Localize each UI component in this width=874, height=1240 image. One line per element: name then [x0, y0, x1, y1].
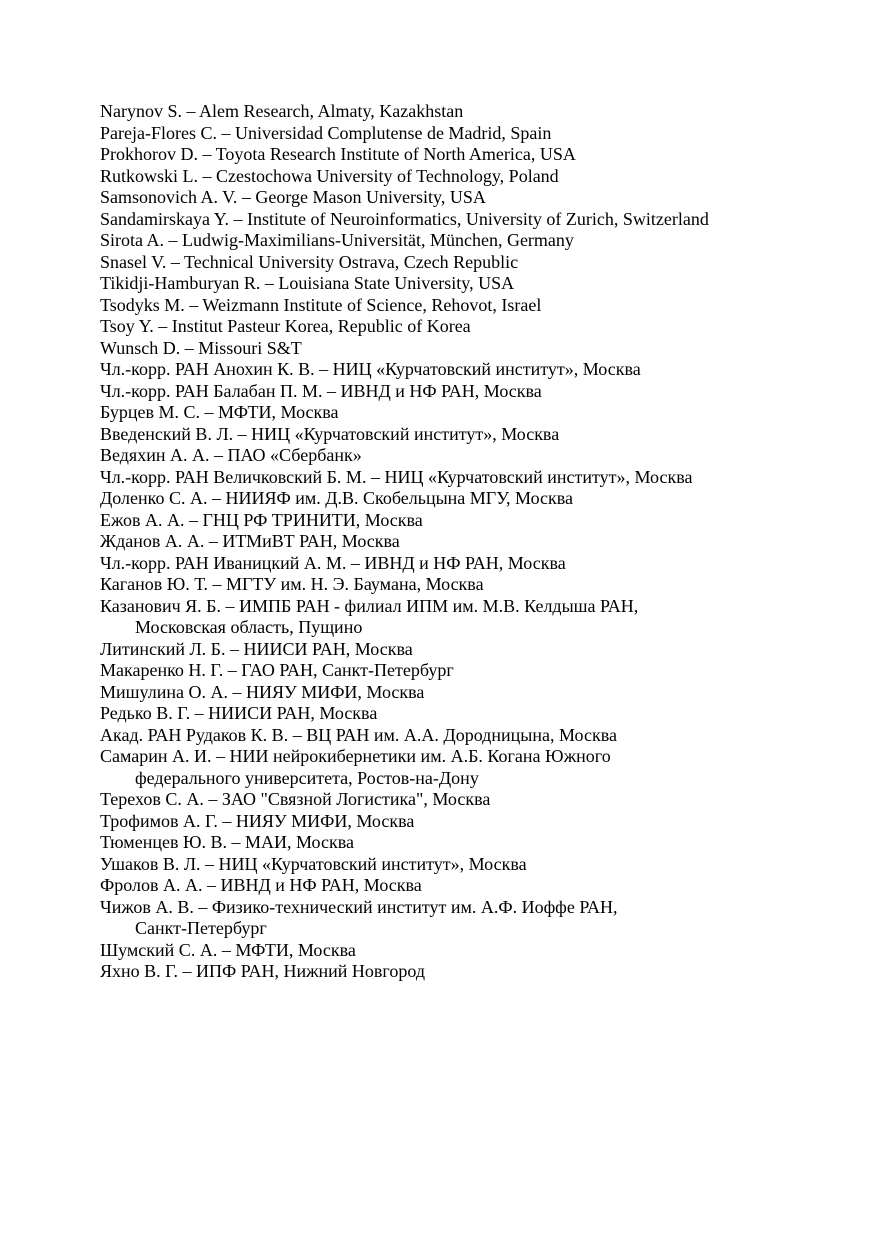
committee-entry: Доленко С. А. – НИИЯФ им. Д.В. Скобельцына МГУ, Москва	[100, 488, 574, 508]
committee-entry: Акад. РАН Рудаков К. В. – ВЦ РАН им. А.А. Дородницына, Москва	[100, 724, 617, 745]
committee-entry: Tsoy Y. – Institut Pasteur Korea, Republic of Korea	[100, 316, 471, 336]
committee-entry: Ушаков В. Л. – НИЦ «Курчатовский институт», Москва	[100, 853, 527, 874]
committee-entry: Фролов А. А. – ИВНД и НФ РАН, Москва	[100, 875, 422, 895]
committee-entry: Чл.-корр. РАН Величковский Б. М. – НИЦ «Курчатовский институт», Москва	[100, 466, 693, 487]
committee-entry: Макаренко Н. Г. – ГАО РАН, Санкт-Петербург	[100, 660, 454, 680]
committee-entry: Бурцев М. С. – МФТИ, Москва	[100, 402, 339, 422]
committee-entry: Трофимов А. Г. – НИЯУ МИФИ, Москва	[100, 810, 415, 831]
committee-entry: Pareja-Flores C. – Universidad Complutense de Madrid, Spain	[100, 122, 552, 143]
committee-entry: Тюменцев Ю. В. – МАИ, Москва	[100, 832, 354, 852]
committee-entry: Sirota A. – Ludwig-Maximilians-Universität, München, Germany	[100, 230, 574, 250]
committee-entry: Мишулина О. А. – НИЯУ МИФИ, Москва	[100, 681, 425, 702]
committee-entry: Шумский С. А. – МФТИ, Москва	[100, 939, 356, 960]
committee-entry: Ведяхин А. А. – ПАО «Сбербанк»	[100, 445, 362, 465]
committee-entry-continuation: Московская область, Пущино	[135, 617, 363, 637]
committee-list	[100, 101, 780, 983]
committee-entry: Жданов А. А. – ИТМиВТ РАН, Москва	[100, 531, 400, 551]
committee-entry: Литинский Л. Б. – НИИСИ РАН, Москва	[100, 638, 413, 659]
committee-entry-continuation: Санкт-Петербург	[135, 918, 267, 938]
committee-entry: Каганов Ю. Т. – МГТУ им. Н. Э. Баумана, Москва	[100, 574, 484, 594]
committee-entry: Tikidji-Hamburyan R. – Louisiana State University, USA	[100, 273, 515, 293]
committee-entry: Wunsch D. – Missouri S&T	[100, 337, 302, 358]
committee-entry: Чижов А. В. – Физико-технический институт им. А.Ф. Иоффе РАН,	[100, 896, 618, 917]
committee-entry: Чл.-корр. РАН Иваницкий А. М. – ИВНД и НФ РАН, Москва	[100, 552, 566, 573]
committee-entry: Sandamirskaya Y. – Institute of Neuroinformatics, University of Zurich, Switzerland	[100, 208, 709, 229]
committee-entry: Редько В. Г. – НИИСИ РАН, Москва	[100, 703, 378, 723]
committee-entry: Samsonovich A. V. – George Mason University, USA	[100, 187, 486, 207]
committee-entry: Введенский В. Л. – НИЦ «Курчатовский институт», Москва	[100, 423, 560, 444]
committee-entry: Самарин А. И. – НИИ нейрокибернетики им. А.Б. Когана Южного	[100, 746, 611, 766]
committee-entry: Snasel V. – Technical University Ostrava, Czech Republic	[100, 251, 519, 272]
committee-entry-continuation: федерального университета, Ростов-на-Дону	[135, 767, 479, 788]
committee-entry: Prokhorov D. – Toyota Research Institute of North America, USA	[100, 144, 576, 164]
committee-entry: Чл.-корр. РАН Балабан П. М. – ИВНД и НФ РАН, Москва	[100, 380, 542, 401]
committee-entry: Tsodyks M. – Weizmann Institute of Science, Rehovot, Israel	[100, 294, 542, 315]
committee-entry: Narynov S. – Alem Research, Almaty, Kazakhstan	[100, 101, 464, 121]
committee-entry: Казанович Я. Б. – ИМПБ РАН - филиал ИПМ им. М.В. Келдыша РАН,	[100, 595, 639, 616]
committee-entry: Терехов С. А. – ЗАО "Связной Логистика", Москва	[100, 789, 491, 809]
committee-entry: Чл.-корр. РАН Анохин К. В. – НИЦ «Курчатовский институт», Москва	[100, 359, 641, 379]
committee-entry: Яхно В. Г. – ИПФ РАН, Нижний Новгород	[100, 961, 425, 981]
committee-entry: Ежов А. А. – ГНЦ РФ ТРИНИТИ, Москва	[100, 509, 423, 530]
committee-entry: Rutkowski L. – Czestochowa University of Technology, Poland	[100, 165, 559, 186]
